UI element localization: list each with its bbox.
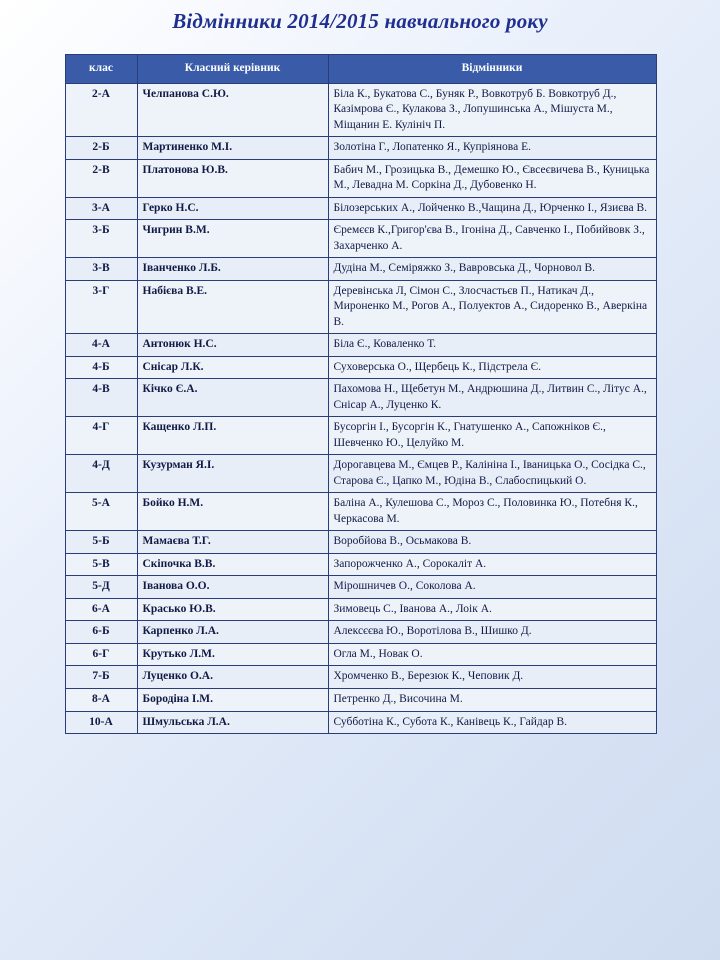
table-row xyxy=(65,493,656,531)
cell-teacher: Мартиненко М.І. xyxy=(137,137,328,160)
cell-class: 8-А xyxy=(65,688,137,711)
table-row xyxy=(65,531,656,554)
table-row xyxy=(65,258,656,281)
cell-teacher: Шмульська Л.А. xyxy=(137,711,328,734)
cell-class: 6-Г xyxy=(65,643,137,666)
cell-class: 2-Б xyxy=(65,137,137,160)
table-row xyxy=(65,356,656,379)
table-row xyxy=(65,197,656,220)
table-header-row xyxy=(65,55,656,84)
cell-pupils: Мірошничев О., Соколова А. xyxy=(328,576,656,599)
column-header-teacher: Класний керівник xyxy=(137,55,328,84)
cell-class: 6-А xyxy=(65,598,137,621)
cell-teacher: Скіпочка В.В. xyxy=(137,553,328,576)
table-row xyxy=(65,220,656,258)
cell-teacher: Красько Ю.В. xyxy=(137,598,328,621)
table-row xyxy=(65,553,656,576)
cell-teacher: Платонова Ю.В. xyxy=(137,159,328,197)
cell-class: 3-А xyxy=(65,197,137,220)
column-header-class: клас xyxy=(65,55,137,84)
cell-teacher: Карпенко Л.А. xyxy=(137,621,328,644)
cell-class: 6-Б xyxy=(65,621,137,644)
table-row xyxy=(65,280,656,334)
cell-teacher: Мамаєва Т.Г. xyxy=(137,531,328,554)
table-row xyxy=(65,159,656,197)
table-container xyxy=(65,54,656,734)
table-row xyxy=(65,621,656,644)
cell-teacher: Кащенко Л.П. xyxy=(137,417,328,455)
cell-pupils: Запорожченко А., Сорокаліт А. xyxy=(328,553,656,576)
cell-pupils: Золотіна Г., Лопатенко Я., Купріянова Е. xyxy=(328,137,656,160)
cell-teacher: Чигрин В.М. xyxy=(137,220,328,258)
cell-class: 5-Б xyxy=(65,531,137,554)
cell-class: 5-Д xyxy=(65,576,137,599)
cell-class: 10-А xyxy=(65,711,137,734)
excellent-students-table xyxy=(65,54,657,734)
table-row xyxy=(65,137,656,160)
cell-class: 3-В xyxy=(65,258,137,281)
cell-class: 4-А xyxy=(65,334,137,357)
table-header xyxy=(65,55,656,84)
cell-teacher: Луценко О.А. xyxy=(137,666,328,689)
cell-teacher: Кузурман Я.І. xyxy=(137,455,328,493)
cell-class: 4-В xyxy=(65,379,137,417)
cell-pupils: Деревінська Л, Сімон С., Злосчастьєв П., Натикач Д., Мироненко М., Рогов А., Полуектов А., Сидоренко В., Аверкіна В. xyxy=(328,280,656,334)
cell-teacher: Антонюк Н.С. xyxy=(137,334,328,357)
cell-pupils: Бусоргін І., Бусоргін К., Гнатушенко А., Сапожніков Є., Шевченко Ю., Целуйко М. xyxy=(328,417,656,455)
cell-pupils: Біла К., Букатова С., Буняк Р., Вовкотруб Б. Вовкотруб Д., Казімрова Є., Кулакова З., Лопушинська А., Мішуста М., Міщанин Е. Кулініч П. xyxy=(328,83,656,137)
cell-class: 5-А xyxy=(65,493,137,531)
cell-pupils: Єремєєв К.,Григор'єва В., Ігоніна Д., Савченко І., Побийвовк З., Захарченко А. xyxy=(328,220,656,258)
cell-teacher: Кічко Є.А. xyxy=(137,379,328,417)
cell-teacher: Іванова О.О. xyxy=(137,576,328,599)
page-title: Відмінники 2014/2015 навчального року xyxy=(172,9,548,33)
cell-pupils: Петренко Д., Височина М. xyxy=(328,688,656,711)
table-row xyxy=(65,334,656,357)
cell-pupils: Білозерських А., Лойченко В.,Чащина Д., Юрченко І., Язиєва В. xyxy=(328,197,656,220)
cell-pupils: Бабич М., Грозицька В., Демешко Ю., Євсеєвичева В., Куницька М., Левадна М. Соркіна Д., Дубовенко Н. xyxy=(328,159,656,197)
cell-class: 4-Г xyxy=(65,417,137,455)
cell-pupils: Пахомова Н., Щебетун М., Андрюшина Д., Литвин С., Літус А., Снісар А., Луценко К. xyxy=(328,379,656,417)
cell-pupils: Зимовець С., Іванова А., Лоік А. xyxy=(328,598,656,621)
column-header-pupils: Відмінники xyxy=(328,55,656,84)
cell-pupils: Огла М., Новак О. xyxy=(328,643,656,666)
cell-teacher: Іванченко Л.Б. xyxy=(137,258,328,281)
cell-teacher: Бойко Н.М. xyxy=(137,493,328,531)
cell-pupils: Баліна А., Кулешова С., Мороз С., Половинка Ю., Потебня К., Черкасова М. xyxy=(328,493,656,531)
cell-pupils: Біла Є., Коваленко Т. xyxy=(328,334,656,357)
table-body xyxy=(65,83,656,734)
cell-class: 5-В xyxy=(65,553,137,576)
cell-pupils: Алексєєва Ю., Воротілова В., Шишко Д. xyxy=(328,621,656,644)
table-row xyxy=(65,417,656,455)
cell-teacher: Герко Н.С. xyxy=(137,197,328,220)
cell-pupils: Дорогавцева М., Ємцев Р., Калініна І., Іваницька О., Сосідка С., Старова Є., Цапко М., Юдіна В., Слабоспицький О. xyxy=(328,455,656,493)
cell-class: 3-Г xyxy=(65,280,137,334)
cell-teacher: Набієва В.Е. xyxy=(137,280,328,334)
table-row xyxy=(65,598,656,621)
cell-teacher: Бородіна І.М. xyxy=(137,688,328,711)
cell-class: 3-Б xyxy=(65,220,137,258)
table-row xyxy=(65,576,656,599)
cell-class: 4-Д xyxy=(65,455,137,493)
cell-class: 7-Б xyxy=(65,666,137,689)
cell-class: 2-А xyxy=(65,83,137,137)
cell-pupils: Хромченко В., Березюк К., Чеповик Д. xyxy=(328,666,656,689)
cell-teacher: Крутько Л.М. xyxy=(137,643,328,666)
table-row xyxy=(65,83,656,137)
cell-teacher: Снісар Л.К. xyxy=(137,356,328,379)
table-row xyxy=(65,711,656,734)
table-row xyxy=(65,666,656,689)
cell-class: 2-В xyxy=(65,159,137,197)
cell-pupils: Суховерська О., Щербець К., Підстрела Є. xyxy=(328,356,656,379)
cell-pupils: Субботіна К., Субота К., Канівець К., Гайдар В. xyxy=(328,711,656,734)
cell-pupils: Воробйова В., Осьмакова В. xyxy=(328,531,656,554)
cell-class: 4-Б xyxy=(65,356,137,379)
table-row xyxy=(65,379,656,417)
table-row xyxy=(65,688,656,711)
cell-teacher: Челпанова С.Ю. xyxy=(137,83,328,137)
table-row xyxy=(65,455,656,493)
table-row xyxy=(65,643,656,666)
cell-pupils: Дудіна М., Семіряжко З., Вавровська Д., Чорновол В. xyxy=(328,258,656,281)
